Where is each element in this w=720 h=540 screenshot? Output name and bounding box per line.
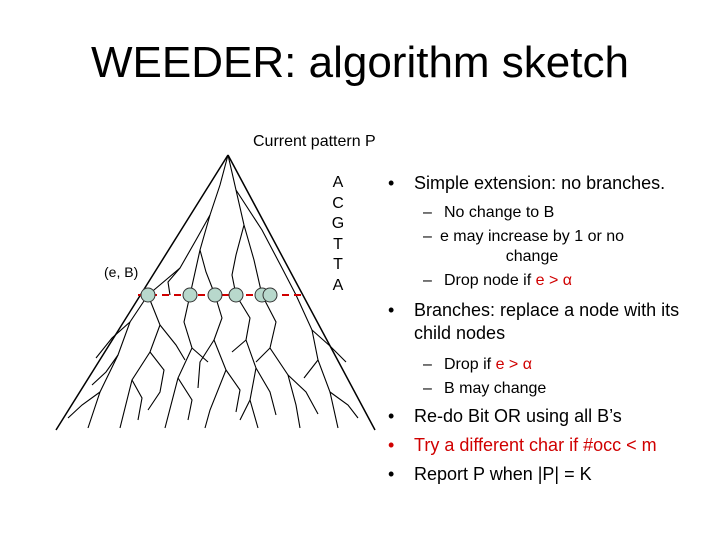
tree-nodes — [141, 288, 277, 302]
pattern-caption: Current pattern P — [253, 133, 376, 150]
slide-title: WEEDER: algorithm sketch — [91, 38, 629, 87]
bullet-list — [388, 172, 708, 486]
sub-bullet — [388, 379, 708, 399]
bullet-try-different-char — [388, 434, 708, 457]
bullet-glyph: • — [388, 464, 395, 484]
tree-node — [229, 288, 243, 302]
tree-node — [183, 288, 197, 302]
bullet-text: Simple extension: no branches. — [414, 173, 666, 193]
tree-right-edge — [228, 155, 375, 430]
sub-bullet-text: Drop node if — [444, 272, 536, 289]
pattern-letter: A — [332, 174, 344, 191]
sub-bullet-text: No change to B — [444, 204, 555, 221]
bullet-simple-extension — [388, 172, 708, 195]
bullet-text: Branches: replace a node with its child nodes — [414, 300, 680, 343]
sub-bullet — [388, 203, 708, 223]
pattern-letter: T — [333, 235, 343, 253]
sub-bullet-text: Drop if — [444, 356, 496, 373]
pattern-letter: G — [331, 215, 345, 232]
pattern-sequence — [330, 173, 346, 296]
highlight-condition: e > α — [495, 356, 532, 373]
bullet-glyph: • — [388, 173, 395, 193]
dash-glyph: – — [423, 204, 432, 221]
bullet-text: Re-do Bit OR using all B’s — [414, 406, 622, 426]
bullet-glyph: • — [388, 406, 395, 426]
dash-glyph: – — [423, 380, 432, 397]
bullet-report — [388, 463, 708, 486]
tree-node — [208, 288, 222, 302]
sub-bullet — [388, 355, 708, 375]
bullet-text: Report P when |P| = K — [414, 464, 592, 484]
bullet-redo-bitor — [388, 405, 708, 428]
bullet-glyph: • — [388, 435, 395, 455]
bullet-branches — [388, 299, 708, 345]
dash-glyph: – — [423, 272, 432, 289]
tree-node — [263, 288, 277, 302]
pattern-letter: C — [332, 194, 344, 212]
bullet-text: Try a different char if #occ < m — [414, 435, 657, 455]
sub-bullet — [388, 271, 708, 291]
pattern-letter: A — [332, 276, 344, 294]
dash-glyph: – — [423, 228, 432, 245]
sub-bullet-text: B may change — [444, 380, 547, 397]
bullet-glyph: • — [388, 300, 395, 320]
node-label: (e, B) — [104, 264, 139, 280]
tree-node — [141, 288, 155, 302]
sub-bullet-text: e may increase by 1 or no change — [439, 228, 625, 265]
sub-bullet — [388, 227, 642, 267]
highlight-condition: e > α — [535, 272, 572, 289]
pattern-letter: T — [333, 256, 343, 273]
dash-glyph: – — [423, 356, 432, 373]
